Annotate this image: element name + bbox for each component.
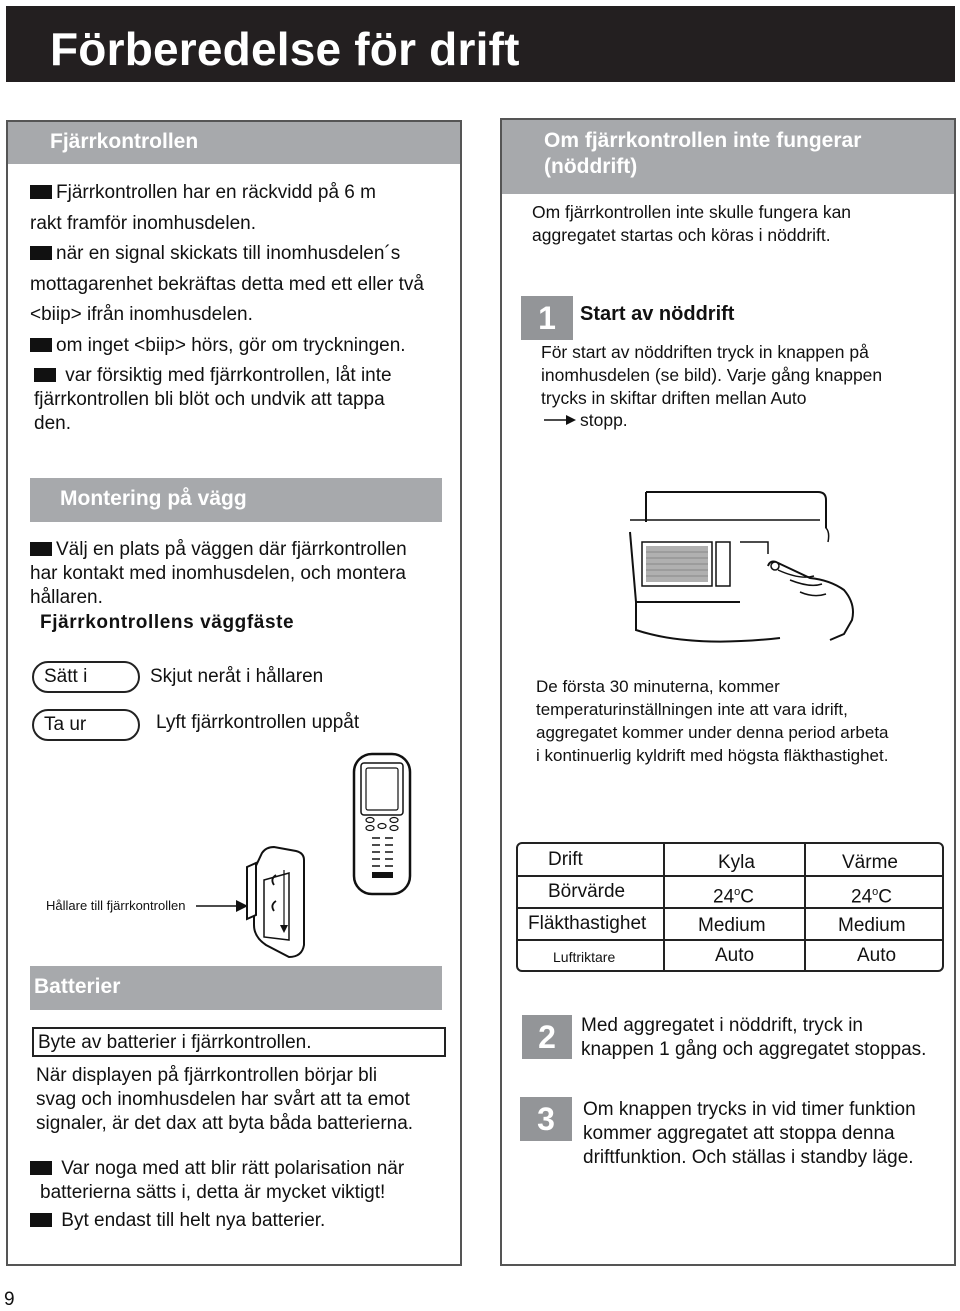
step2-text [581, 1014, 926, 1062]
remote-bullet3: om inget <biip> hörs, gör om tryckningen. [56, 334, 406, 356]
wall-holder-illustration [244, 845, 324, 960]
batteries-text-c: signaler, är det dax att byta båda batterierna. [36, 1113, 414, 1134]
remote-bullet2-c: <biip> ifrån inomhusdelen. [30, 304, 253, 325]
table-header-cool: Kyla [718, 852, 755, 873]
batteries-bullet1-a: Var noga med att blir rätt polarisation när [61, 1158, 405, 1179]
step2-number: 2 [522, 1015, 572, 1059]
table-header-drift: Drift [548, 849, 583, 870]
table-header-heat: Värme [842, 852, 898, 873]
remote-bullet2-a: när en signal skickats till inomhusdelen´s [56, 243, 401, 264]
note-a: De första 30 minuterna, kommer [536, 677, 780, 696]
page-title: Förberedelse för drift [50, 23, 520, 75]
row-fan-heat: Medium [838, 915, 906, 936]
emergency-intro [532, 201, 851, 247]
page-number: 9 [4, 1289, 15, 1310]
batteries-text-b: svag och inomhusdelen har svårt att ta emot [36, 1089, 410, 1110]
remote-control-illustration [350, 750, 416, 900]
batteries-box [32, 1027, 446, 1057]
emergency-intro-b: aggregatet startas och köras i nöddrift. [532, 225, 831, 245]
remove-text: Lyft fjärrkontrollen uppåt [156, 712, 360, 733]
batteries-text [36, 1064, 456, 1136]
step1-text-d: stopp. [580, 410, 628, 430]
wall-heading: Montering på vägg [60, 487, 247, 510]
step2-text-a: Med aggregatet i nöddrift, tryck in [581, 1015, 863, 1036]
batteries-box-title: Byte av batterier i fjärrkontrollen. [38, 1032, 312, 1053]
holder-arrow-icon [196, 898, 248, 914]
remote-text [30, 178, 455, 361]
emergency-heading-a: Om fjärrkontrollen inte fungerar [544, 129, 862, 152]
bullet-square-icon [30, 338, 52, 352]
table-row [518, 876, 942, 908]
step3-text-b: kommer aggregatet att stoppa denna [583, 1123, 895, 1144]
row-louver-label: Luftriktare [553, 949, 616, 965]
row-setpoint-heat: 24$^o$C [851, 886, 892, 908]
row-setpoint-label: Börvärde [548, 881, 626, 902]
insert-text: Skjut neråt i hållaren [150, 666, 324, 687]
step1-text-c: trycks in skiftar driften mellan Auto [541, 388, 807, 408]
step3-text [583, 1098, 916, 1170]
wall-subheading: Fjärrkontrollens väggfäste [40, 612, 295, 633]
remote-bullet4-a: var försiktig med fjärrkontrollen, låt inte [65, 365, 392, 386]
bullet-square-icon [30, 185, 52, 199]
title-bar [6, 6, 955, 82]
table-row [518, 940, 942, 972]
emergency-heading-bar [502, 120, 954, 194]
step1-text-b: inomhusdelen (se bild). Varje gång knappen [541, 365, 883, 385]
step3-text-c: driftfunktion. Och ställas i standby läge. [583, 1147, 914, 1168]
bullet-square-icon [34, 368, 56, 382]
note-d: i kontinuerlig kyldrift med högsta fläkthastighet. [536, 746, 889, 765]
row-louver-heat: Auto [857, 945, 897, 966]
row-fan-cool: Medium [698, 915, 766, 936]
step1-title: Start av nöddrift [580, 303, 735, 325]
remote-heading: Fjärrkontrollen [50, 130, 199, 153]
step1-text-a: För start av nöddriften tryck in knappen på [541, 342, 869, 362]
arrow-right-icon [544, 414, 576, 426]
remove-pill: Ta ur [32, 709, 140, 741]
bullet-square-icon [30, 246, 52, 260]
batteries-text-a: När displayen på fjärrkontrollen börjar bli [36, 1065, 378, 1086]
batteries-bullet2: Byt endast till helt nya batterier. [61, 1210, 326, 1231]
emergency-note [536, 675, 889, 767]
remote-bullet2-b: mottagarenhet bekräftas detta med ett eller två [30, 273, 424, 295]
row-louver-cool: Auto [715, 945, 755, 966]
table-row [518, 844, 942, 876]
bullet-square-icon [30, 542, 52, 556]
remote-bullet4-b: fjärrkontrollen bli blöt och undvik att tappa [34, 389, 385, 410]
row-fan-label: Fläkthastighet [528, 913, 647, 934]
step3-text-a: Om knappen trycks in vid timer funktion [583, 1099, 916, 1120]
settings-table [516, 842, 944, 972]
wall-text-b: har kontakt med inomhusdelen, och montera [30, 563, 406, 584]
row-setpoint-cool: 24$^o$C [713, 886, 754, 908]
remote-bullet4 [34, 364, 459, 436]
indoor-unit-illustration [600, 480, 880, 650]
emergency-intro-a: Om fjärrkontrollen inte skulle fungera kan [532, 202, 852, 222]
step3-number: 3 [520, 1097, 572, 1141]
step1-number: 1 [521, 296, 573, 340]
table-row [518, 908, 942, 940]
batteries-bullets [30, 1157, 450, 1233]
note-b: temperaturinställningen inte att vara idrift, [536, 700, 848, 719]
remote-bullet1-a: Fjärrkontrollen har en räckvidd på 6 m [56, 182, 376, 203]
bullet-square-icon [30, 1161, 52, 1175]
step1-text [541, 341, 882, 410]
remote-heading-bar [8, 122, 460, 164]
batteries-heading: Batterier [34, 975, 121, 998]
note-c: aggregatet kommer under denna period arbeta [536, 723, 889, 742]
wall-text [30, 538, 455, 610]
bullet-square-icon [30, 1213, 52, 1227]
batteries-bullet1-b: batterierna sätts i, detta är mycket viktigt! [40, 1182, 386, 1203]
step2-text-b: knappen 1 gång och aggregatet stoppas. [581, 1039, 927, 1060]
holder-caption: Hållare till fjärrkontrollen [46, 898, 186, 913]
wall-heading-bar [30, 478, 442, 522]
emergency-heading-b: (nöddrift) [544, 155, 638, 178]
wall-text-a: Välj en plats på väggen där fjärrkontrollen [56, 539, 407, 560]
insert-pill: Sätt i [32, 661, 140, 693]
remote-bullet1-b: rakt framför inomhusdelen. [30, 212, 256, 234]
remote-bullet4-c: den. [34, 413, 71, 434]
batteries-heading-bar [30, 966, 442, 1010]
wall-text-c: hållaren. [30, 587, 103, 608]
